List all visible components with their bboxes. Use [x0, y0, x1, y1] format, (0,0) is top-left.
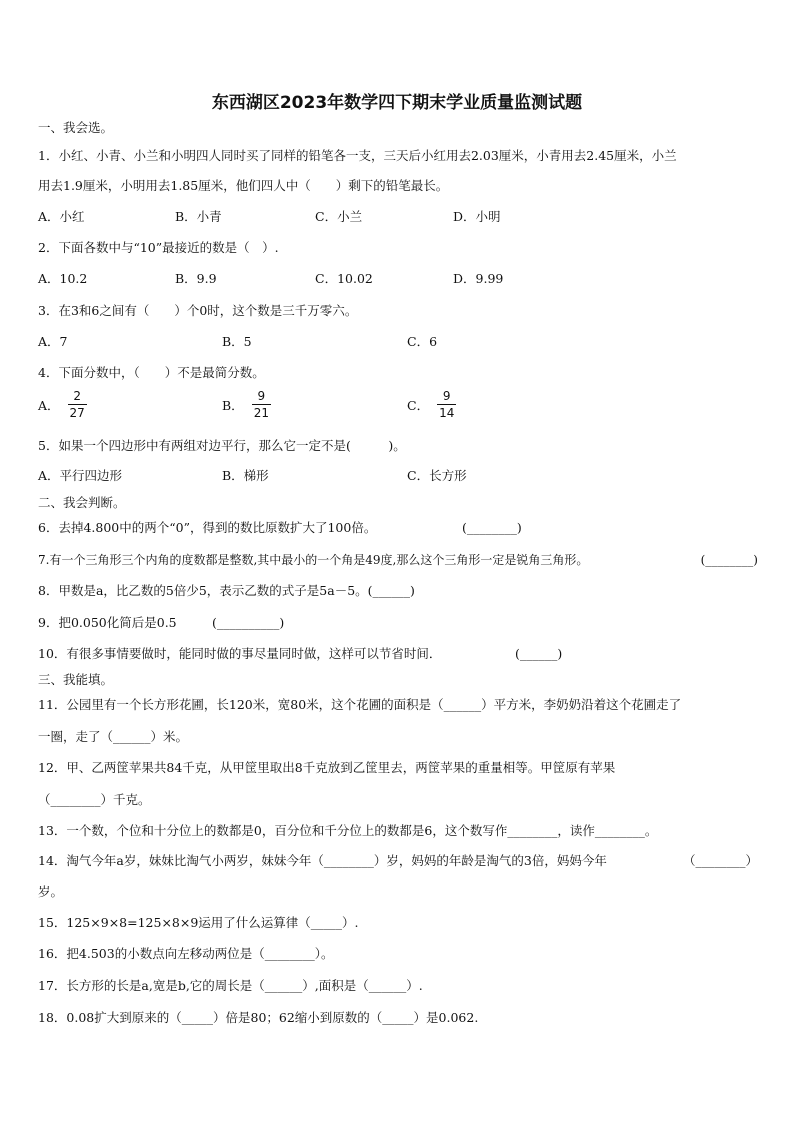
question-3-option-c: C．6 — [407, 334, 438, 349]
question-5-text: 5．如果一个四边形中有两组对边平行，那么它一定不是( )。 — [38, 438, 406, 453]
question-13-text: 13．一个数，个位和十分位上的数都是0，百分位和千分位上的数都是6，这个数写作________，读作________。 — [38, 823, 658, 838]
question-18-text: 18．0.08扩大到原来的（_____）倍是80；62缩小到原数的（_____）是0.062. — [38, 1010, 479, 1025]
question-3-text: 3．在3和6之间有（ ）个0时，这个数是三千万零六。 — [38, 303, 358, 318]
question-2-text: 2．下面各数中与“10”最接近的数是（ ）. — [38, 240, 279, 255]
question-1-option-d: D．小明 — [453, 209, 501, 224]
question-2-option-b: B．9.9 — [175, 271, 217, 286]
question-6-text: 6．去掉4.800中的两个“0”，得到的数比原数扩大了100倍。 — [38, 520, 377, 535]
question-10-text: 10．有很多事情要做时，能同时做的事尽量同时做，这样可以节省时间． — [38, 646, 442, 661]
numerator: 9 — [257, 389, 266, 403]
question-3-option-b: B．5 — [222, 334, 252, 349]
question-16-text: 16．把4.503的小数点向左移动两位是（________）。 — [38, 946, 334, 961]
question-2-option-d: D．9.99 — [453, 271, 504, 286]
question-1-line-1: 1．小红、小青、小兰和小明四人同时买了同样的铅笔各一支，三天后小红用去2.03厘米，小青用去2.45厘米，小兰 — [38, 148, 677, 163]
fraction — [68, 389, 87, 420]
question-5-option-a: A．平行四边形 — [38, 468, 123, 483]
fraction — [437, 389, 456, 420]
question-12-line-1: 12．甲、乙两筐苹果共84千克，从甲筐里取出8千克放到乙筐里去，两筐苹果的重量相等。甲筐原有苹果 — [38, 760, 616, 775]
question-7-answer-blank[interactable]: (________) — [700, 553, 758, 567]
question-1-option-a: A．小红 — [38, 209, 85, 224]
question-7-text: 7.有一个三角形三个内角的度数都是整数,其中最小的一个角是49度,那么这个三角形一定是锐角三角形。 — [38, 553, 589, 567]
question-4-text: 4．下面分数中，（ ）不是最简分数。 — [38, 365, 265, 380]
question-14-line-2: 岁。 — [38, 884, 64, 899]
numerator: 9 — [442, 389, 451, 403]
denominator: 21 — [253, 406, 269, 420]
fraction-bar — [437, 404, 456, 405]
option-label: C． — [407, 397, 430, 413]
question-9-answer-blank[interactable]: (__________) — [212, 615, 285, 630]
question-2-option-c: C．10.02 — [315, 271, 373, 286]
question-9-text: 9．把0.050化简后是0.5 — [38, 615, 177, 630]
denominator: 27 — [69, 406, 85, 420]
section-heading-fill: 三、我能填。 — [38, 672, 114, 687]
question-17-text: 17．长方形的长是a,宽是b,它的周长是（______）,面积是（______）. — [38, 978, 423, 993]
question-5-option-b: B．梯形 — [222, 468, 269, 483]
question-12-line-2: （________）千克。 — [38, 792, 151, 807]
question-4-option-b — [222, 389, 271, 420]
section-heading-judgement: 二、我会判断。 — [38, 495, 126, 510]
numerator: 2 — [73, 389, 81, 403]
page-title: 东西湖区2023年数学四下期末学业质量监测试题 — [211, 93, 583, 113]
question-2-option-a: A．10.2 — [38, 271, 88, 286]
question-1-option-c: C．小兰 — [315, 209, 363, 224]
question-11-line-1: 11．公园里有一个长方形花圃，长120米，宽80米，这个花圃的面积是（______）平方米，李奶奶沿着这个花圃走了 — [38, 697, 682, 712]
question-10-answer-blank[interactable]: (______) — [515, 646, 563, 661]
fraction-bar — [68, 404, 87, 405]
question-7-line — [38, 552, 758, 568]
question-8-text: 8．甲数是a，比乙数的5倍少5，表示乙数的式子是5a－5。(______) — [38, 583, 415, 598]
option-label: A． — [38, 397, 60, 413]
section-heading-choice: 一、我会选。 — [38, 120, 114, 135]
denominator: 14 — [439, 406, 455, 420]
fraction-bar — [252, 404, 271, 405]
question-11-line-2: 一圈，走了（______）米。 — [38, 729, 189, 744]
question-1-line-2: 用去1.9厘米，小明用去1.85厘米，他们四人中（ ）剩下的铅笔最长。 — [38, 178, 449, 193]
question-4-option-a — [38, 389, 87, 420]
question-6-answer-blank[interactable]: (________) — [462, 520, 522, 535]
question-14-line-1 — [38, 853, 758, 869]
question-3-option-a: A．7 — [38, 334, 68, 349]
question-1-option-b: B．小青 — [175, 209, 222, 224]
option-label: B． — [222, 397, 244, 413]
question-15-text: 15．125×9×8=125×8×9运用了什么运算律（_____）. — [38, 915, 359, 930]
question-4-option-c — [407, 389, 456, 420]
question-14-answer-blank[interactable]: （________） — [682, 853, 758, 868]
question-5-option-c: C．长方形 — [407, 468, 467, 483]
question-14-text: 14．淘气今年a岁，妹妹比淘气小两岁，妹妹今年（________）岁，妈妈的年龄是淘气的3倍，妈妈今年 — [38, 853, 607, 868]
fraction — [252, 389, 271, 420]
